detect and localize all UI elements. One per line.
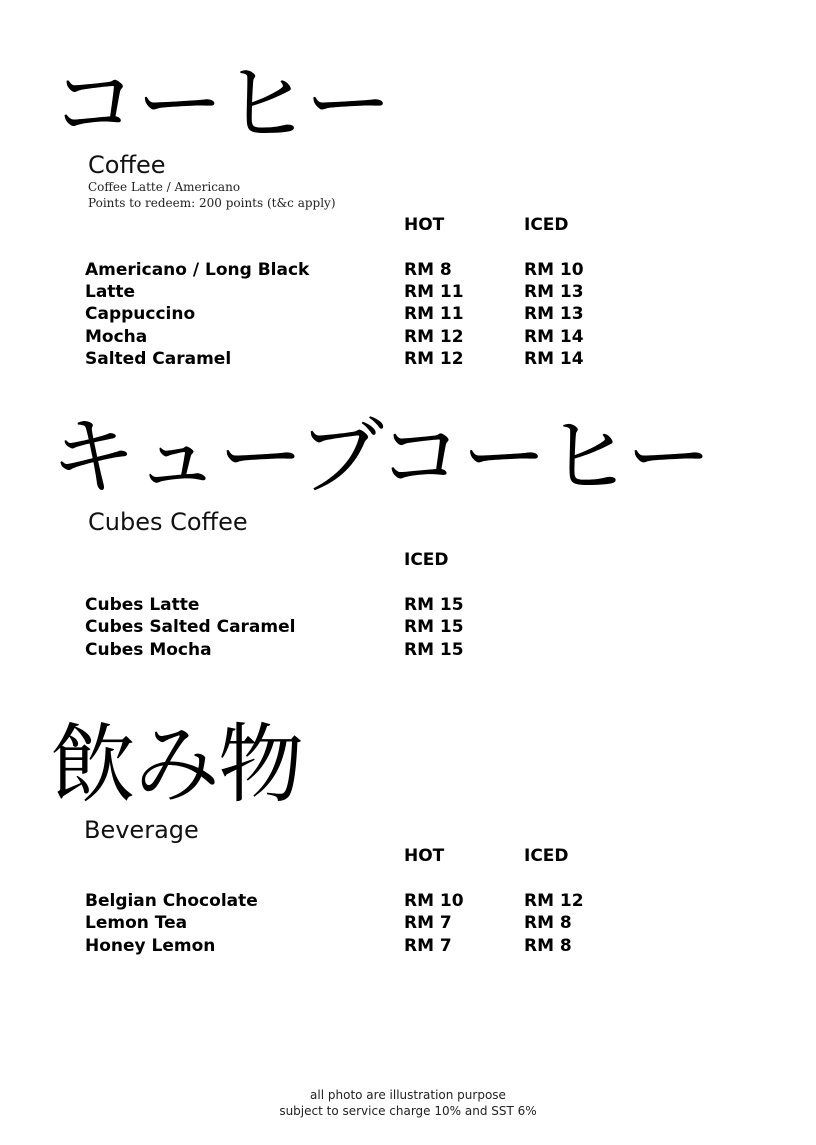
- coffee-jp-title: コーヒー: [50, 52, 391, 155]
- beverage-en-title: Beverage: [84, 816, 199, 844]
- hot-price: RM 12: [404, 327, 464, 347]
- hot-price: RM 8: [404, 260, 452, 280]
- iced-price: RM 8: [524, 913, 572, 933]
- hot-price: RM 11: [404, 304, 464, 324]
- item-name: Honey Lemon: [85, 936, 216, 956]
- iced-price: RM 8: [524, 936, 572, 956]
- item-name: Latte: [85, 282, 136, 302]
- item-name: Cappuccino: [85, 304, 196, 324]
- item-name: Belgian Chocolate: [85, 891, 258, 911]
- iced-price: RM 10: [524, 260, 584, 280]
- coffee-subtitle-1: Coffee Latte / Americano: [88, 180, 241, 194]
- beverage-jp-title: 飲み物: [50, 715, 302, 815]
- hot-price: RM 11: [404, 282, 464, 302]
- iced-price: RM 15: [404, 640, 464, 660]
- hot-price: RM 7: [404, 936, 452, 956]
- item-name: Mocha: [85, 327, 148, 347]
- iced-price: RM 13: [524, 282, 584, 302]
- iced-price: RM 15: [404, 617, 464, 637]
- cubes-iced-header: ICED: [404, 550, 449, 570]
- beverage-hot-header: HOT: [404, 846, 445, 866]
- iced-price: RM 13: [524, 304, 584, 324]
- iced-price: RM 14: [524, 349, 584, 369]
- cubes-en-title: Cubes Coffee: [88, 508, 248, 536]
- item-name: Cubes Salted Caramel: [85, 617, 296, 637]
- iced-price: RM 15: [404, 595, 464, 615]
- cubes-jp-title: キューブコーヒー: [50, 407, 710, 507]
- hot-price: RM 7: [404, 913, 452, 933]
- footer-note-1: all photo are illustration purpose: [310, 1088, 506, 1102]
- hot-price: RM 10: [404, 891, 464, 911]
- coffee-en-title: Coffee: [88, 151, 166, 179]
- iced-price: RM 12: [524, 891, 584, 911]
- item-name: Salted Caramel: [85, 349, 232, 369]
- item-name: Americano / Long Black: [85, 260, 310, 280]
- footer-note-2: subject to service charge 10% and SST 6%: [279, 1104, 537, 1118]
- iced-price: RM 14: [524, 327, 584, 347]
- coffee-subtitle-2: Points to redeem: 200 points (t&c apply): [88, 196, 336, 210]
- coffee-iced-header: ICED: [524, 215, 569, 235]
- beverage-iced-header: ICED: [524, 846, 569, 866]
- hot-price: RM 12: [404, 349, 464, 369]
- item-name: Cubes Mocha: [85, 640, 212, 660]
- coffee-hot-header: HOT: [404, 215, 445, 235]
- item-name: Lemon Tea: [85, 913, 188, 933]
- item-name: Cubes Latte: [85, 595, 200, 615]
